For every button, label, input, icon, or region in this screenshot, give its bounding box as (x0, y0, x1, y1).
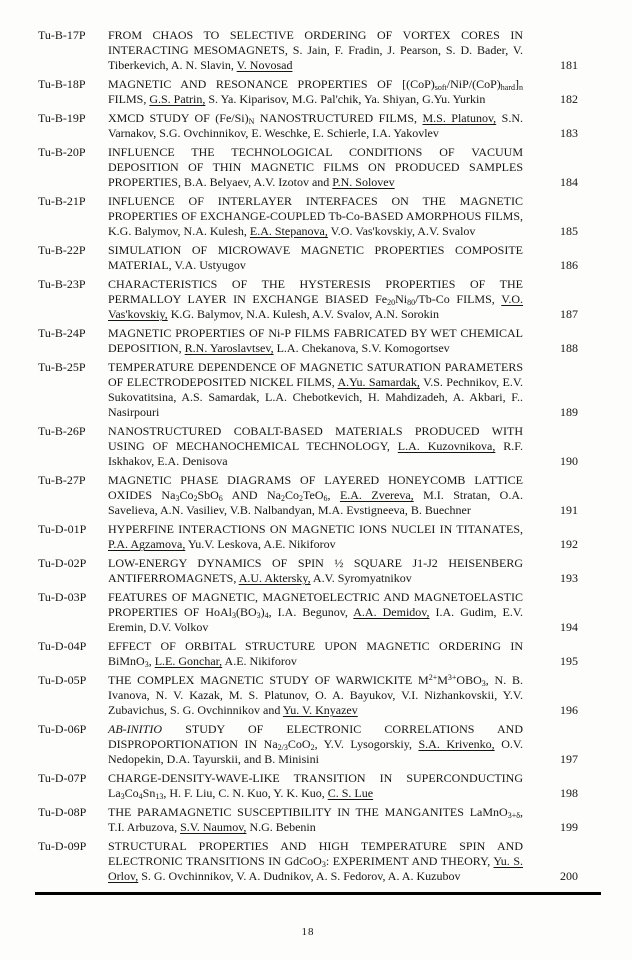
entry-title-authors: HYPERFINE INTERACTIONS ON MAGNETIC IONS NUCLEI IN TITANATES, P.A. Agzamova, Yu.V. Leskova, A.E. Nikiforov (108, 522, 523, 551)
entry-title-authors: THE PARAMAGNETIC SUSCEPTIBILITY IN THE MANGANITES LaMnO$_{3+\delta}$, T.I. Arbuzova, S.V. Naumov, N.G. Bebenin (108, 805, 523, 834)
toc-entry (38, 590, 578, 635)
toc-entry (38, 277, 578, 322)
toc-entry (38, 360, 578, 420)
toc-entry (38, 673, 578, 718)
toc-entry (38, 639, 578, 669)
session-code: Tu-B-24P (38, 326, 86, 340)
entry-page-number: 199 (560, 820, 578, 834)
session-code: Tu-D-04P (38, 639, 87, 653)
session-code: Tu-B-20P (38, 145, 86, 159)
entry-title-authors: CHARGE-DENSITY-WAVE-LIKE TRANSITION IN SUPERCONDUCTING $La_3Co_4Sn_{13}$, H. F. Liu, C. N. Kuo, Y. K. Kuo, C. S. Lue (108, 771, 523, 801)
toc-entry (38, 722, 578, 767)
session-code: Tu-D-08P (38, 805, 87, 819)
session-code: Tu-B-19P (38, 111, 86, 125)
entry-page-number: 200 (560, 869, 578, 883)
toc-entry (38, 243, 578, 273)
entry-title-authors: MAGNETIC PHASE DIAGRAMS OF LAYERED HONEYCOMB LATTICE OXIDES $Na_3Co_2SbO_6$ AND $Na_2Co_2TeO_6$, E.A. Zvereva, M.I. Stratan, O.A. Savelieva, A.N. Vasiliev, V.B. Nalbandyan, M.A. Evstigneeva, B. Buechner (108, 473, 523, 517)
session-code: Tu-B-22P (38, 243, 86, 257)
entry-title-authors: LOW-ENERGY DYNAMICS OF SPIN ½ SQUARE J1-J2 HEISENBERG ANTIFERROMAGNETS, A.U. Aktersky, A.V. Syromyatnikov (108, 556, 523, 585)
entry-title-authors: MAGNETIC PROPERTIES OF Ni-P FILMS FABRICATED BY WET CHEMICAL DEPOSITION, R.N. Yaroslavtsev, L.A. Chekanova, S.V. Komogortsev (108, 326, 523, 355)
entry-page-number: 196 (560, 703, 578, 717)
toc-entry (38, 522, 578, 552)
entry-title-authors: EFFECT OF ORBITAL STRUCTURE UPON MAGNETIC ORDERING IN BiMnO$_3$, L.E. Gonchar, A.E. Nikiforov (108, 639, 523, 669)
entry-page-number: 198 (560, 786, 578, 800)
entry-page-number: 197 (560, 752, 578, 766)
session-code: Tu-D-01P (38, 522, 87, 536)
session-code: Tu-B-27P (38, 473, 86, 487)
session-code: Tu-D-03P (38, 590, 87, 604)
entry-page-number: 183 (560, 126, 578, 140)
entry-title-authors: AB-INITIO STUDY OF ELECTRONIC CORRELATIONS AND DISPROPORTIONATION IN $Na_{2/3}CoO_2$, Y.V. Lysogorskiy, S.A. Krivenko, O.V. Nedopekin, D.A. Tayurskii, and B. Minisini (108, 722, 523, 766)
toc-entry (38, 194, 578, 239)
session-code: Tu-B-26P (38, 424, 86, 438)
entry-title-authors: MAGNETIC AND RESONANCE PROPERTIES OF $[(CoP)_{soft}/NiP/(CoP)_{hard}]_n$ FILMS, G.S. Patrin, S. Ya. Kiparisov, M.G. Pal'chik, Ya. Shiyan, G.Yu. Yurkin (108, 77, 523, 106)
entry-page-number: 186 (560, 258, 578, 272)
session-code: Tu-D-02P (38, 556, 87, 570)
toc-entry (38, 424, 578, 469)
toc-entry (38, 145, 578, 190)
session-code: Tu-D-06P (38, 722, 87, 736)
entry-title-authors: INFLUENCE THE TECHNOLOGICAL CONDITIONS OF VACUUM DEPOSITION OF THIN MAGNETIC FILMS ON PRODUCED SAMPLES PROPERTIES, B.A. Belyaev, A.V. Izotov and P.N. Solovev (108, 145, 523, 189)
toc-entry (38, 77, 578, 107)
footer-rule (35, 892, 601, 895)
entry-page-number: 185 (560, 224, 578, 238)
entry-title-authors: INFLUENCE OF INTERLAYER INTERFACES ON THE MAGNETIC PROPERTIES OF EXCHANGE-COUPLED Tb-Co-BASED AMORPHOUS FILMS, K.G. Balymov, N.A. Kulesh, E.A. Stepanova, V.O. Vas'kovskiy, A.V. Svalov (108, 194, 523, 238)
toc-entry (38, 326, 578, 356)
entry-page-number: 193 (560, 571, 578, 585)
entry-page-number: 184 (560, 175, 578, 189)
session-code: Tu-B-18P (38, 77, 86, 91)
entry-title-authors: FEATURES OF MAGNETIC, MAGNETOELECTRIC AND MAGNETOELASTIC PROPERTIES OF $HoAl_3(BO_3)_4$, I.A. Begunov, A.A. Demidov, I.A. Gudim, E.V. Eremin, D.V. Volkov (108, 590, 523, 634)
toc-entry (38, 111, 578, 141)
toc-entry (38, 839, 578, 884)
entry-title-authors: XMCD STUDY OF $(Fe/Si)_N$ NANOSTRUCTURED FILMS, M.S. Platunov, S.N. Varnakov, S.G. Ovchinnikov, E. Weschke, E. Schierle, I.A. Yakovlev (108, 111, 523, 140)
entry-page-number: 190 (560, 454, 578, 468)
entry-title-authors: NANOSTRUCTURED COBALT-BASED MATERIALS PRODUCED WITH USING OF MECHANOCHEMICAL TECHNOLOGY, L.A. Kuzovnikova, R.F. Iskhakov, E.A. Denisova (108, 424, 524, 468)
entry-page-number: 192 (560, 537, 578, 551)
session-code: Tu-B-25P (38, 360, 86, 374)
toc-entry (38, 771, 578, 801)
entry-page-number: 191 (560, 503, 578, 517)
toc-entry (38, 473, 578, 518)
entry-title-authors: SIMULATION OF MICROWAVE MAGNETIC PROPERTIES COMPOSITE MATERIAL, V.A. Ustyugov (108, 243, 523, 272)
entry-page-number: 187 (560, 307, 578, 321)
toc-entry (38, 556, 578, 586)
entry-title-authors: TEMPERATURE DEPENDENCE OF MAGNETIC SATURATION PARAMETERS OF ELECTRODEPOSITED NICKEL FILMS, A.Yu. Samardak, V.S. Pechnikov, E.V. Sukovatitsina, A.S. Samardak, L.A. Chebotkevich, H. Mahdizadeh, A. Akbari, F.. Nasirpouri (108, 360, 523, 419)
entry-title-authors: FROM CHAOS TO SELECTIVE ORDERING OF VORTEX CORES IN INTERACTING MESOMAGNETS, S. Jain, F. Fradin, J. Pearson, S. D. Bader, V. Tiberkevich, A. N. Slavin, V. Novosad (108, 28, 523, 72)
entry-page-number: 195 (560, 654, 578, 668)
session-code: Tu-B-17P (38, 28, 86, 42)
toc-entry (38, 28, 578, 73)
session-code: Tu-B-23P (38, 277, 86, 291)
entry-page-number: 182 (560, 92, 578, 106)
toc-entry (38, 805, 578, 835)
session-code: Tu-D-09P (38, 839, 87, 853)
session-code: Tu-D-07P (38, 771, 87, 785)
entry-page-number: 189 (560, 405, 578, 419)
session-code: Tu-B-21P (38, 194, 86, 208)
entry-title-authors: CHARACTERISTICS OF THE HYSTERESIS PROPERTIES OF THE PERMALLOY LAYER IN EXCHANGE BIASED $Fe_{20}Ni_{80}/Tb-Co$ FILMS, V.O. Vas'kovskiy, K.G. Balymov, N.A. Kulesh, A.V. Svalov, A.N. Sorokin (108, 277, 524, 321)
entry-page-number: 194 (560, 620, 578, 634)
session-code: Tu-D-05P (38, 673, 87, 687)
entries-list (38, 28, 578, 884)
entry-title-authors: THE COMPLEX MAGNETIC STUDY OF WARWICKITE $M^{2+}M^{3+}OBO_3$, N. B. Ivanova, N. V. Kazak, M. S. Platunov, O. A. Bayukov, V.I. Nizhankovskii, Y.V. Zubavichus, S. G. Ovchinnikov and Yu. V. Knyazev (108, 673, 524, 717)
entry-title-authors: STRUCTURAL PROPERTIES AND HIGH TEMPERATURE SPIN AND ELECTRONIC TRANSITIONS IN GdCoO$_3$: EXPERIMENT AND THEORY, Yu. S. Orlov, S. G. Ovchinnikov, V. A. Dudnikov, A. S. Fedorov, A. A. Kuzubov (108, 839, 523, 883)
entry-page-number: 181 (560, 58, 578, 72)
entry-page-number: 188 (560, 341, 578, 355)
page-number-footer: 18 (301, 926, 315, 938)
